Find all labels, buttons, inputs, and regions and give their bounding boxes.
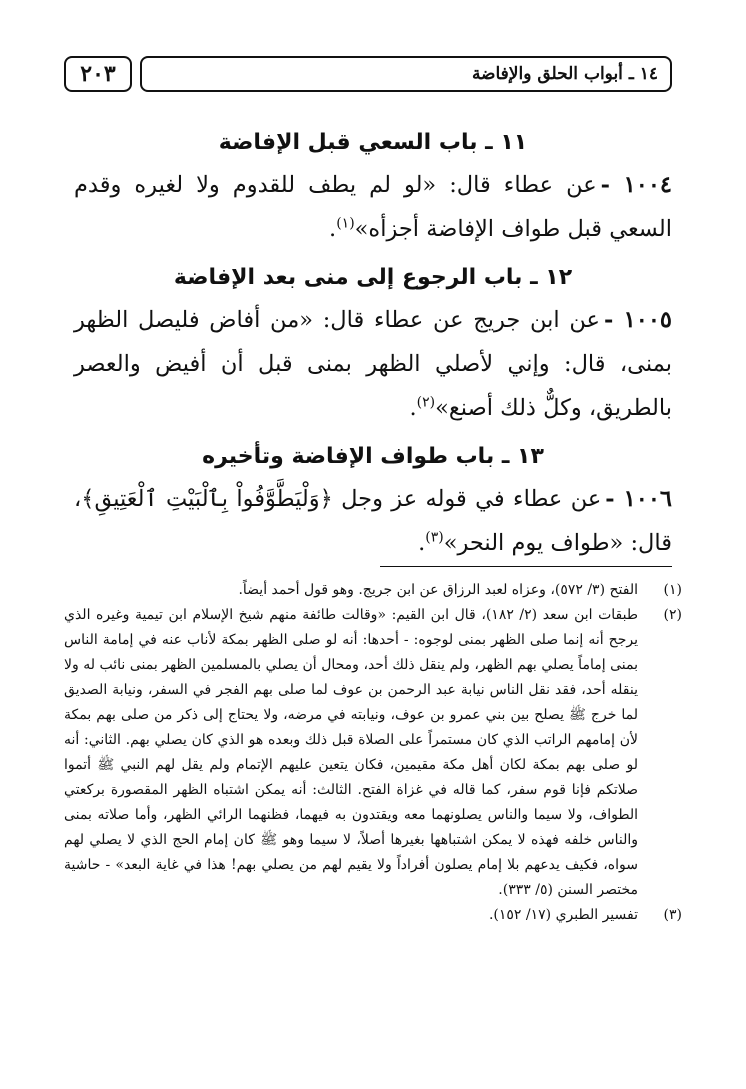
footnote-text: الفتح (٣/ ٥٧٢)، وعزاه لعبد الرزاق عن ابن جريج. وهو قول أحمد أيضاً. xyxy=(238,582,638,598)
footnote-number: (١) xyxy=(663,582,682,598)
hadith-number: ١٠٠٦ - xyxy=(605,486,672,512)
hadith-text: عن عطاء قال: «لو لم يطف للقدوم ولا لغيره وقدم السعي قبل طواف الإفاضة أجزأه» xyxy=(74,172,672,242)
hadith-paragraph xyxy=(74,298,672,430)
hadith-paragraph xyxy=(74,163,672,251)
footnote-text: طبقات ابن سعد (٢/ ١٨٢)، قال ابن القيم: «وقالت طائفة منهم شيخ الإسلام ابن تيمية وغيره الذي يرجح أنه إنما صلى الظهر بمنى لوجوه: - أحدها: أنه لو صلى الظهر بمكة لأناب عنه في إمامة الناس بمنى إماماً يصلي بهم الظهر، ولم ينقل ذلك أحد، ومحال أن يصلي بالمسلمين الظهر بمنى نائب له ولا ينقله أحد، فقد نقل الناس نيابة عبد الرحمن بن عوف لما صلى بهم الفجر في السفر، ونيابة الصديق لما خرج ﷺ يصلح بين بني عمرو بن عوف، ونيابته في مرضه، ولا يحتاج إلى ذكر من صلى بهم بمكة لأن إمامهم الراتب الذي كان مستمراً على الصلاة قبل ذلك وبعده هو الذي كان يصلي بهم. الثاني: أنه لو صلى بهم بمكة لكان أهل مكة مقيمين، فكان يتعين عليهم الإتمام ولم يقل لهم النبي ﷺ أتموا صلاتكم فإنا قوم سفر، كما قاله في غزاة الفتح. الثالث: أنه يمكن اشتباه الظهر المقصورة بركعتي الطواف، ولا سيما والناس يصلونهما معه ويقتدون به فيهما، فظنهما الرائي الظهر، وأما صلاته بمنى والناس خلفه فهذه لا يمكن اشتباهها بغيرها أصلاً، لا سيما وهو ﷺ كان إمام الحج الذي لا يصلي لهم سواه، فكيف يدعهم بلا إمام يصلون أفراداً ولا يقيم لهم من يصلي بهم! هذا في غاية البعد» - حاشية مختصر السنن (٥/ ٣٣٣). xyxy=(64,607,638,898)
hadith-text: عن عطاء في قوله عز وجل ﴿وَلْيَطَّوَّفُواْ بِٱلْبَيْتِ ٱلْعَتِيقِ﴾، قال: «طواف يوم النحر» xyxy=(74,486,672,556)
footnote-ref: (٢) xyxy=(416,394,436,411)
page-header xyxy=(64,56,672,96)
page-number-box xyxy=(64,56,132,92)
footnote xyxy=(64,578,682,603)
hadith-number: ١٠٠٥ - xyxy=(603,307,673,333)
footnote-ref: (١) xyxy=(336,215,355,232)
footnote-text: تفسير الطبري (١٧/ ١٥٢). xyxy=(488,907,638,923)
footnote-ref: (٣) xyxy=(425,529,444,546)
hadith-number: ١٠٠٤ - xyxy=(600,172,672,198)
footnote xyxy=(64,603,682,903)
chapter-heading: ١٣ ـ باب طواف الإفاضة وتأخيره xyxy=(202,444,544,469)
hadith-tail: . xyxy=(418,530,426,556)
footnote-number: (٢) xyxy=(663,607,682,623)
hadith-tail: . xyxy=(329,216,337,242)
chapter-heading: ١١ ـ باب السعي قبل الإفاضة xyxy=(218,130,528,155)
footnote-separator xyxy=(380,566,672,567)
footnote xyxy=(64,903,682,928)
chapter-heading: ١٢ ـ باب الرجوع إلى منى بعد الإفاضة xyxy=(173,265,573,290)
footnote-number: (٣) xyxy=(663,907,682,923)
hadith-tail: . xyxy=(409,395,417,421)
footnotes xyxy=(64,578,682,928)
running-title-box xyxy=(140,56,672,92)
main-text xyxy=(74,120,672,565)
hadith-text: عن ابن جريج عن عطاء قال: «من أفاض فليصل الظهر بمنى، قال: وإني لأصلي الظهر بمنى قبل أن أفيض والعصر بالطريق، وكلٌّ ذلك أصنع» xyxy=(74,307,672,421)
hadith-paragraph xyxy=(74,477,672,565)
running-title: ١٤ ـ أبواب الحلق والإفاضة xyxy=(471,64,658,84)
page-number: ٢٠٣ xyxy=(80,61,116,87)
